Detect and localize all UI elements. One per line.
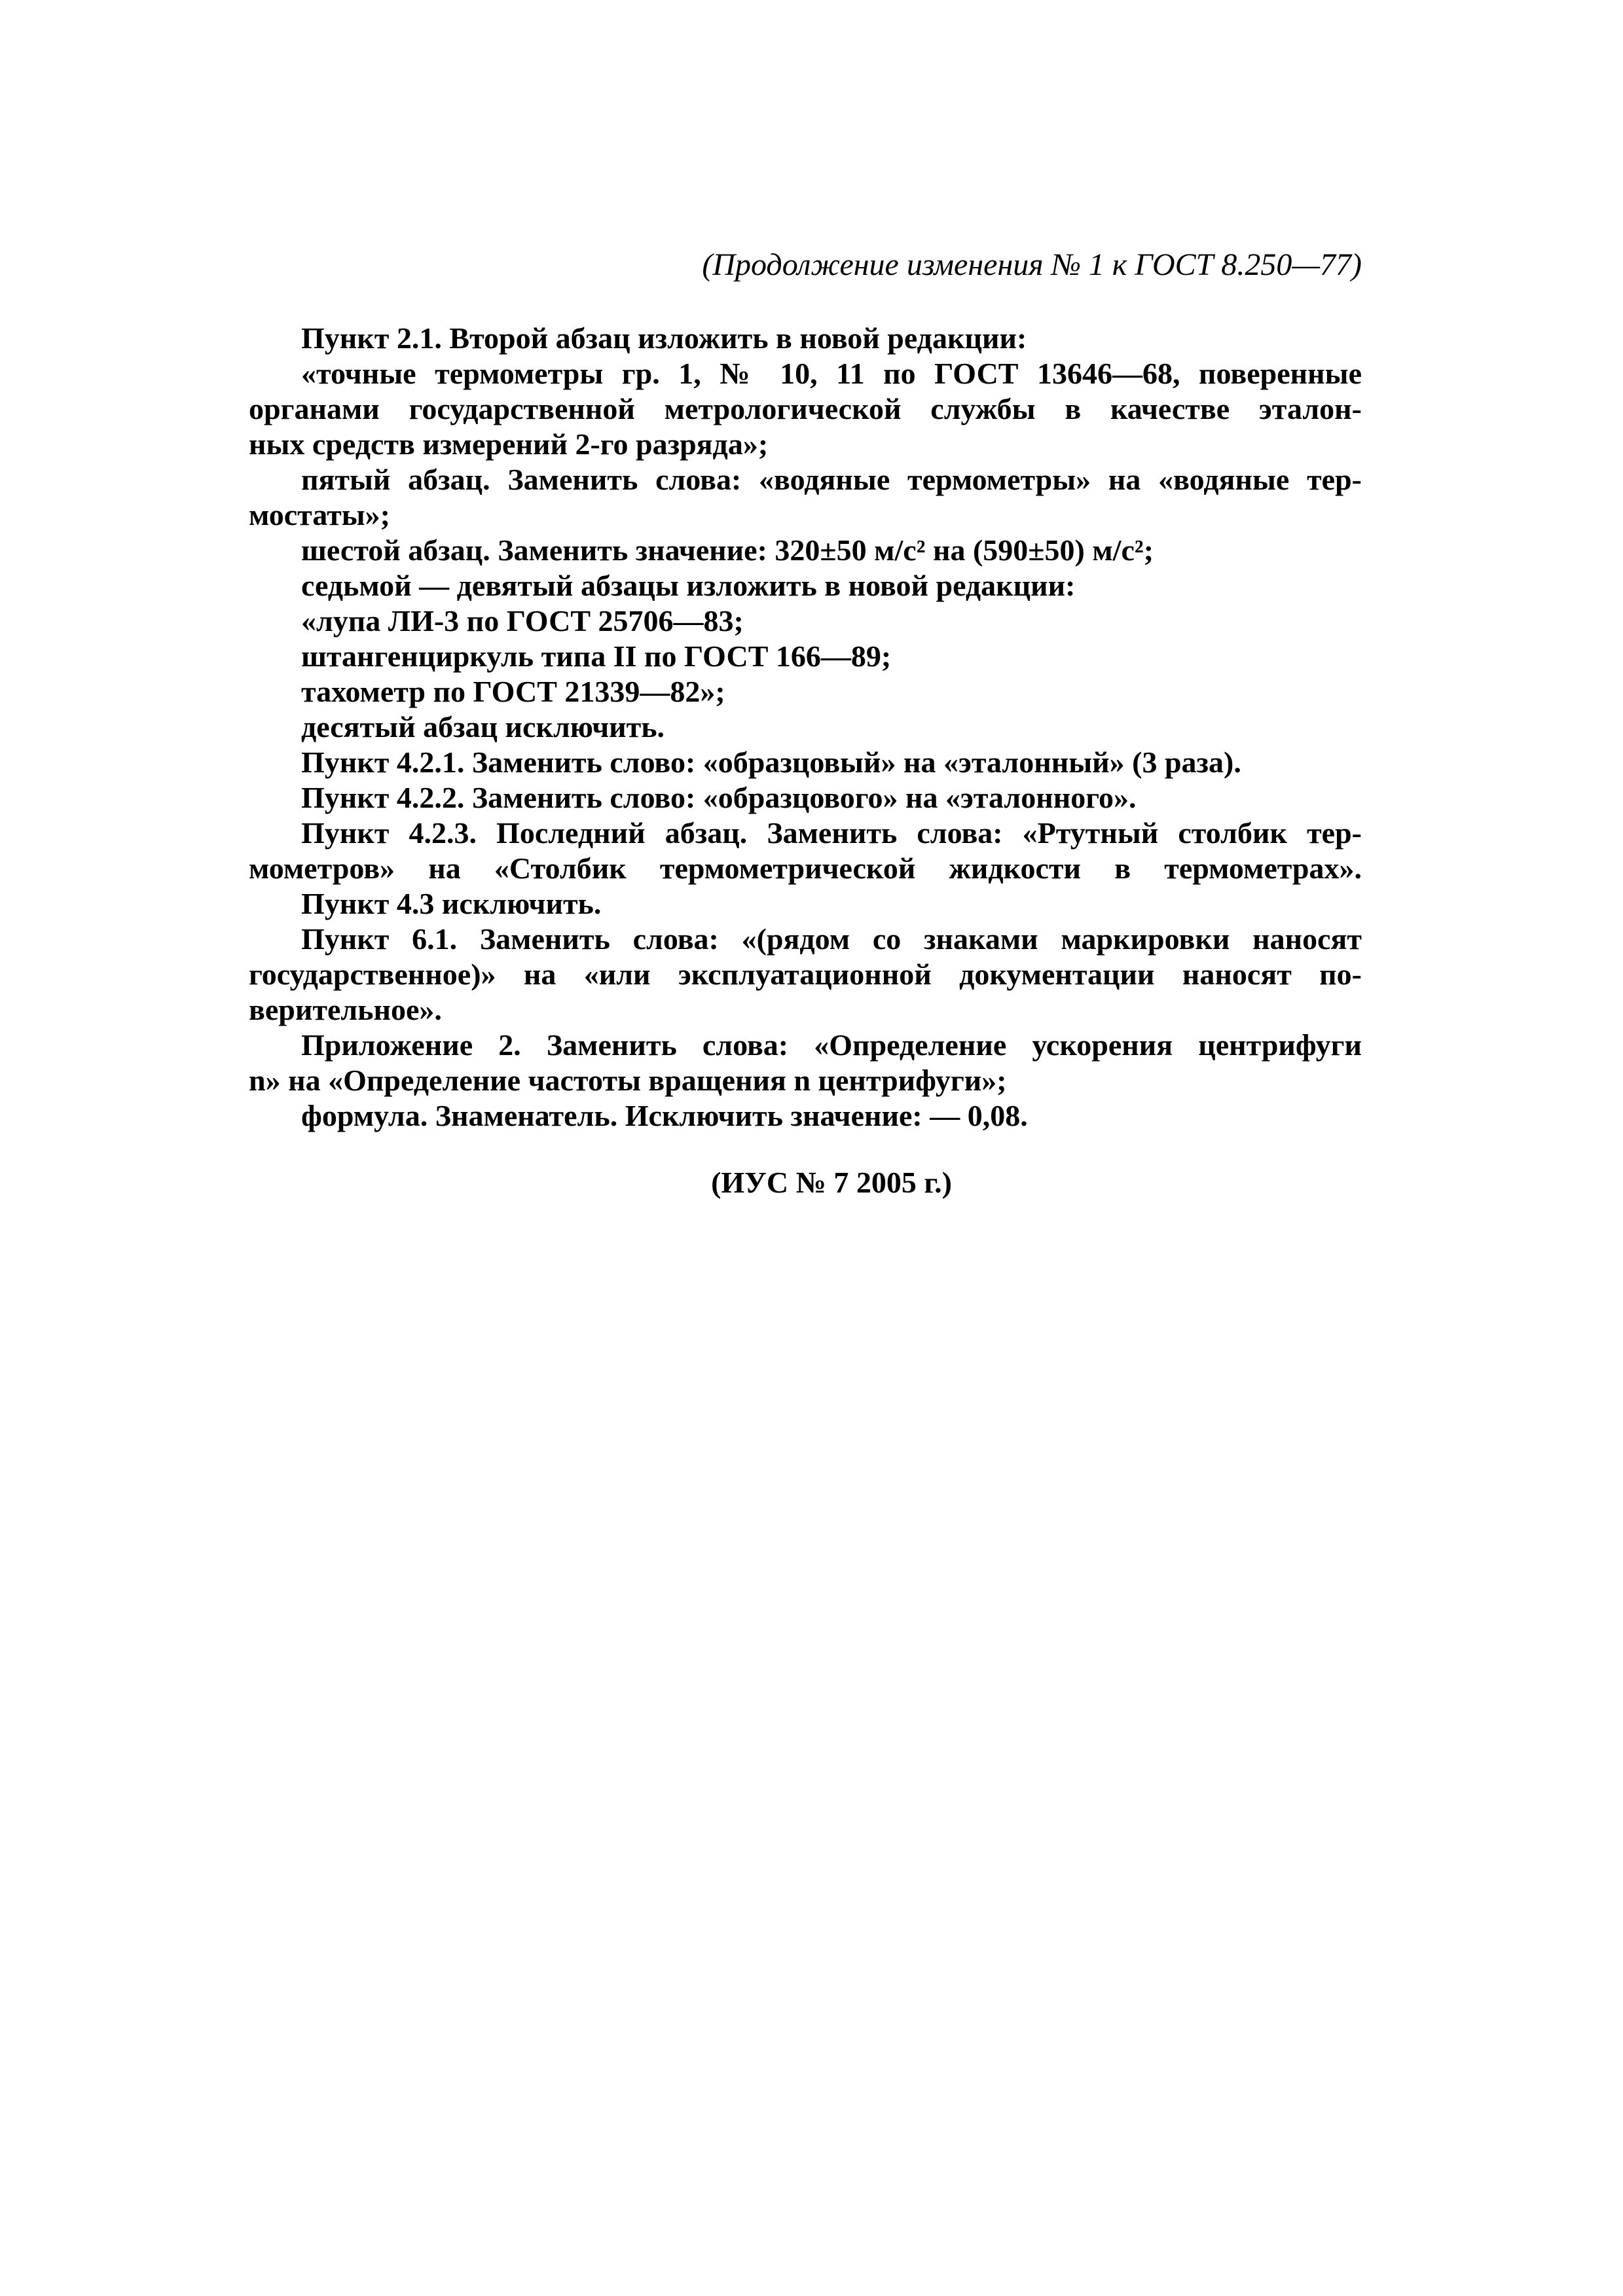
text-line: тахометр по ГОСТ 21339—82»;	[301, 675, 725, 708]
text-line	[249, 851, 1362, 886]
text-line	[249, 957, 1362, 992]
text-line: ных средств измерений 2-го разряда»;	[249, 427, 769, 461]
text-line: седьмой — девятый абзацы изложить в новой редакции:	[301, 569, 1076, 602]
text-line	[301, 1028, 1362, 1063]
text-line: Пункт 4.3 исключить.	[301, 887, 602, 920]
text-line	[301, 922, 1362, 957]
text-line: Пункт 2.1. Второй абзац изложить в новой редакции:	[301, 321, 1027, 355]
text-line: шестой абзац. Заменить значение: 320±50 м/с² на (590±50) м/с²;	[301, 533, 1154, 567]
text-line: верительное».	[249, 993, 442, 1026]
text-line: n» на «Определение частоты вращения n центрифуги»;	[249, 1064, 1007, 1097]
text-line-content: органами государственной метрологической службы в качестве эталон-	[249, 392, 1362, 425]
text-line	[301, 356, 1362, 391]
text-line: мостаты»;	[249, 498, 390, 531]
text-line-content: «точные термометры гр. 1, № 10, 11 по ГОСТ 13646—68, поверенные	[301, 357, 1362, 390]
text-line	[301, 462, 1362, 497]
text-line: формула. Знаменатель. Исключить значение: — 0,08.	[301, 1099, 1028, 1132]
text-line: десятый абзац исключить.	[301, 710, 665, 744]
text-line-content: государственное)» на «или эксплуатационной документации наносят по-	[249, 958, 1362, 991]
text-line-content: Приложение 2. Заменить слова: «Определение ускорения центрифуги	[301, 1028, 1362, 1062]
issue-note: (ИУС № 7 2005 г.)	[711, 1166, 952, 1199]
text-line	[249, 391, 1362, 427]
text-line	[301, 816, 1362, 851]
text-line: штангенциркуль типа II по ГОСТ 166—89;	[301, 639, 892, 673]
text-line-content: Пункт 6.1. Заменить слова: «(рядом со знаками маркировки наносят	[301, 922, 1362, 956]
text-line: «лупа ЛИ-3 по ГОСТ 25706—83;	[301, 604, 744, 637]
text-line: Пункт 4.2.1. Заменить слово: «образцовый» на «эталонный» (3 раза).	[301, 745, 1241, 779]
text-line: Пункт 4.2.2. Заменить слово: «образцового» на «эталонного».	[301, 781, 1137, 814]
text-line-content: пятый абзац. Заменить слова: «водяные термометры» на «водяные тер-	[301, 463, 1362, 496]
text-line-content: Пункт 4.2.3. Последний абзац. Заменить слова: «Ртутный столбик тер-	[301, 816, 1362, 850]
text-line-content: мометров» на «Столбик термометрической жидкости в термометрах».	[249, 852, 1362, 885]
page-header: (Продолжение изменения № 1 к ГОСТ 8.250—77)	[702, 247, 1362, 282]
